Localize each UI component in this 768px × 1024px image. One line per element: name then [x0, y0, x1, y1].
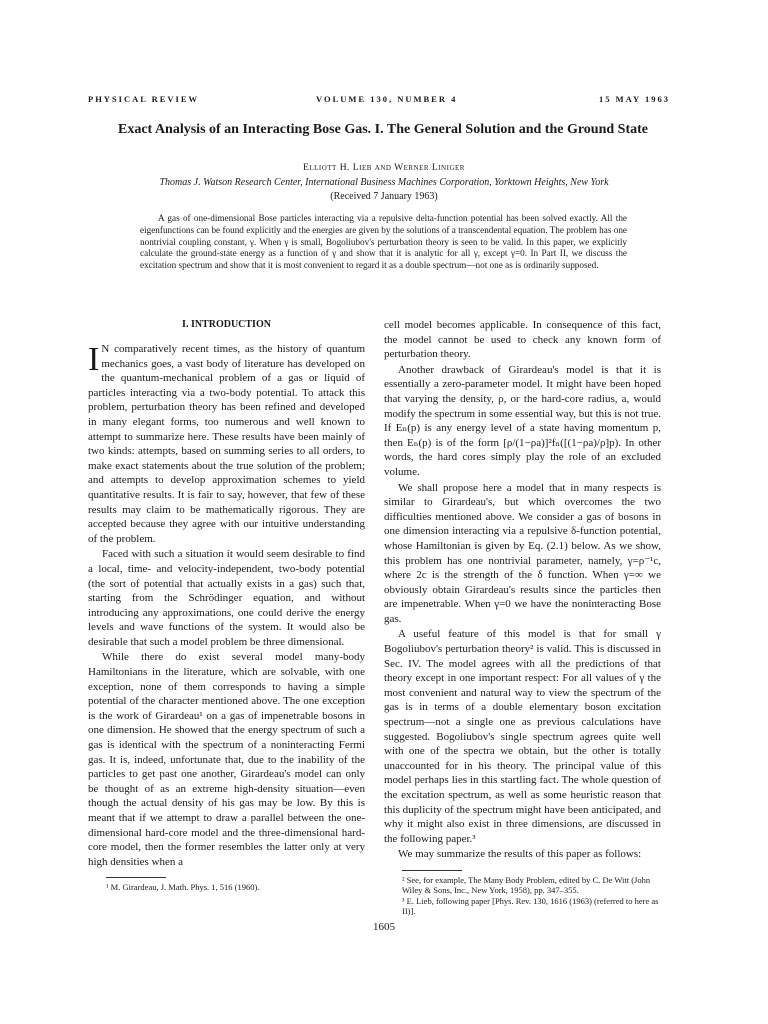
footnote-1: ¹ M. Girardeau, J. Math. Phys. 1, 516 (1960). [106, 882, 260, 893]
intro-paragraph-6: We shall propose here a model that in many respects is similar to Girardeau's, but which overcomes the two difficulties mentioned above. We consider a gas of bosons in one dimension interacting via a repulsive δ-function potential, whose Hamiltonian is given by Eq. (2.1) below. As we show, this problem has one nontrivial parameter, namely, γ=ρ⁻¹c, where 2c is the strength of the δ function. When γ=∞ we obviously obtain Girardeau's results since the particles then are impenetrable. When γ=0 we have the noninteracting Bose gas. [384, 481, 661, 625]
footnote-divider [106, 877, 166, 878]
intro-paragraph-8: We may summarize the results of this paper as follows: [398, 848, 642, 861]
intro-paragraph-2: Faced with such a situation it would seem desirable to find a local, time- and velocity-independent, two-body potential (the sort of potential that actually exists in a gas) such that, starting from the Schrödinger equation, and without introducing any approximations, one could derive the energy levels and wave functions of the system. It would also be desirable that such a model problem be three dimensional. [88, 548, 365, 648]
right-column [384, 318, 661, 917]
intro-paragraph-3: While there do exist several model many-body Hamiltonians in the literature, which are solvable, with one exception, none of them corresponds to having a simple potential of the character mentioned above. The one exception is the work of Girardeau¹ on a gas of impenetrable bosons in one dimension. He showed that the energy spectrum of such a gas is identical with the spectrum of a noninteracting Fermi gas. It is, indeed, unfortunate that, due to the inability of the particles to get past one another, Girardeau's model can only be thought of as an extreme high-density situation—even though the actual density of his gas may be low. By this is meant that if we attempt to draw a parallel between the one-dimensional hard-core model and the three-dimensional hard-core model, then the former resembles the latter only at very high densities when a [88, 651, 365, 868]
abstract [140, 213, 627, 272]
intro-paragraph-4: cell model becomes applicable. In consequence of this fact, the model cannot be used to check any known form of perturbation theory. [384, 319, 661, 361]
affiliation: Thomas J. Watson Research Center, International Business Machines Corporation, Yorktown Heights, New York [159, 177, 609, 188]
section-heading: I. INTRODUCTION [182, 319, 271, 330]
footnote-3: ³ E. Lieb, following paper [Phys. Rev. 130, 1616 (1963) (referred to here as II)]. [402, 895, 659, 917]
left-column [88, 318, 365, 893]
issue-date: 15 MAY 1963 [599, 94, 670, 104]
authors: Elliott H. Lieb and Werner Liniger [303, 163, 465, 173]
paper-title: Exact Analysis of an Interacting Bose Gas. I. The General Solution and the Ground State [118, 122, 648, 137]
running-header [88, 94, 670, 106]
intro-paragraph-5: Another drawback of Girardeau's model is that it is essentially a zero-parameter model. It might have been hoped that varying the density, ρ, or the hard-core radius, a, would modify the spectrum in some essential way, but this is not true. If Eₙ(p) is any energy level of a state having momentum p, then Eₙ(p) is of the form [ρ/(1−ρa)]²fₙ([(1−ρa)/ρ]p). In other words, the hard cores simply play the role of an excluded volume. [384, 363, 661, 478]
drop-cap: I [88, 341, 100, 378]
received-date: (Received 7 January 1963) [330, 191, 438, 202]
footnote-2: ² See, for example, The Many Body Problem, edited by C. De Witt (John Wiley & Sons, Inc., New York, 1958), pp. 347–355. [402, 874, 651, 896]
footnotes-right [384, 875, 661, 917]
journal-name: PHYSICAL REVIEW [88, 94, 200, 104]
footnote-divider [402, 870, 462, 871]
intro-paragraph-1 [88, 342, 365, 546]
page-number: 1605 [373, 921, 395, 933]
intro-paragraph-7: A useful feature of this model is that for small γ Bogoliubov's perturbation theory² is valid. This is discussed in Sec. IV. The model agrees with all the predictions of that theory except in one important respect: For all values of γ the most convenient and natural way to view the spectrum of the gas is in terms of a double elementary boson excitation spectrum—not a single one as previous calculations have suggested. Bogoliubov's single spectrum agrees quite well with one of the spectra we obtain, but the other is totally unaccounted for in his theory. The principal value of this model perhaps lies in this startling fact. The whole question of the excitation spectrum, as well as some heuristic reason that this duplicity of the spectrum might have been anticipated, and why it might also exist in three dimensions, are discussed in the following paper.³ [384, 628, 661, 845]
abstract-text: A gas of one-dimensional Bose particles interacting via a repulsive delta-function potential has been solved exactly. All the eigenfunctions can be found explicitly and the energies are given by the solutions of a transcendental equation. The problem has one nontrivial coupling constant, γ. When γ is small, Bogoliubov's perturbation theory is seen to be valid. In this paper, we explicitly calculate the ground-state energy as a function of γ and show that it is analytic for all γ, except γ=0. In Part II, we discuss the excitation spectrum and show that it is most convenient to regard it as a double spectrum—not one as is ordinarily supposed. [140, 213, 627, 271]
intro-paragraph-1-text: N comparatively recent times, as the history of quantum mechanics goes, a vast body of literature has developed on the quantum-mechanical problem of a gas or liquid of particles interacting via a two-body potential. To attack this problem, perturbation theory has been refined and developed in many elegant forms, too numerous and well known to attempt to summarize here. These results have been mainly of two kinds: attempts, based on summing series to all orders, to make exact statements about the true solution of the problem; and attempts to develop approximation schemes to yield quantitative results. It is fair to say, however, that few of these results may claim to be mathematically rigorous. They are accepted because they agree with our intuitive understanding of the problem. [88, 343, 365, 545]
volume-number: VOLUME 130, NUMBER 4 [316, 94, 458, 104]
